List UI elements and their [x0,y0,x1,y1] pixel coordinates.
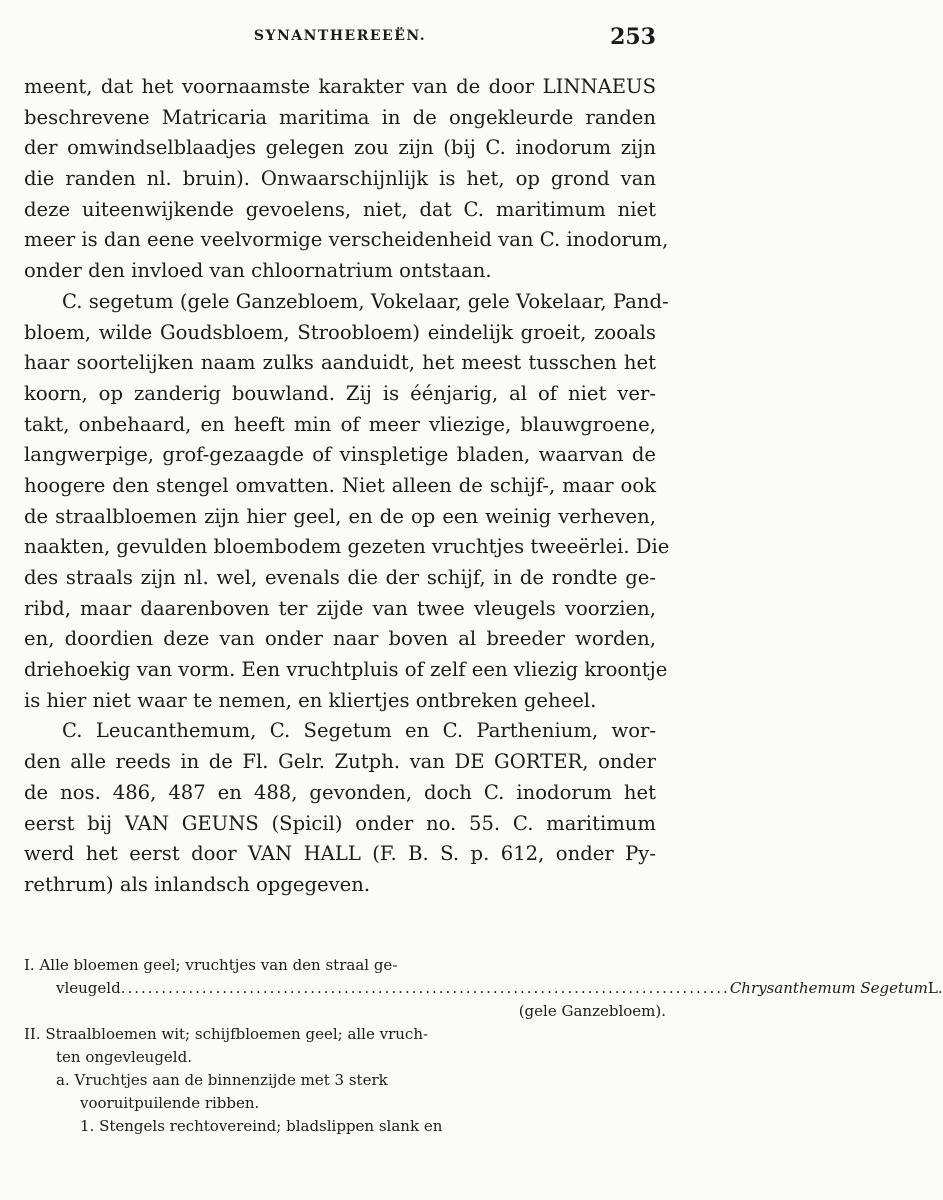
page-number: 253 [610,24,656,50]
body-line: den alle reeds in de Fl. Gelr. Zutph. van DE GORTER, onder [24,750,656,774]
body-line: deze uiteenwijkende gevoelens, niet, dat C. maritimum niet [24,197,656,221]
key-entry-1: 1. Stengels rechtovereind; bladslippen slank en [80,1117,443,1135]
vernacular-name: (gele Ganzebloem). [518,1002,666,1020]
body-line: beschrevene Matricaria maritima in de ongekleurde randen [24,105,656,129]
running-title: SYNANTHEREEËN. [253,28,427,44]
key-entry-i-result [24,977,943,1000]
body-line: takt, onbehaard, en heeft min of meer vliezige, blauwgroene, [24,412,656,436]
body-text [24,72,670,901]
body-line: de nos. 486, 487 en 488, gevonden, doch C. inodorum het [24,780,656,804]
body-line: en, doordien deze van onder naar boven al breeder worden, [24,627,656,651]
body-line: haar soortelijken naam zulks aanduidt, het meest tusschen het [24,351,656,375]
species-name: Chrysanthemum Segetum [729,979,928,997]
body-line: driehoekig van vorm. Een vruchtpluis of zelf een vliezig kroontje [24,658,668,682]
body-line: rethrum) als inlandsch opgegeven. [24,872,371,896]
body-line: des straals zijn nl. wel, evenals die der schijf, in de rondte ge- [24,566,656,589]
key-entry-a: a. Vruchtjes aan de binnenzijde met 3 sterk [56,1071,388,1089]
body-line: C. Leucanthemum, C. Segetum en C. Parthenium, wor- [62,719,656,743]
body-line: langwerpige, grof-gezaagde of vinspletige bladen, waarvan de [24,443,656,467]
body-line: der omwindselblaadjes gelegen zou zijn (bij C. inodorum zijn [24,136,656,160]
body-line: hoogere den stengel omvatten. Niet alleen de schijf-, maar ook [24,473,656,497]
body-line: is hier niet waar te nemen, en kliertjes ontbreken geheel. [24,688,597,712]
body-line: werd het eerst door VAN HALL (F. B. S. p. 612, onder Py- [24,842,656,866]
key-entry-i: I. Alle bloemen geel; vruchtjes van den straal ge- [24,956,398,974]
body-line: koorn, op zanderig bouwland. Zij is éénjarig, al of niet ver- [24,381,656,405]
body-line: ribd, maar daarenboven ter zijde van twee vleugels voorzien, [24,596,656,620]
key-entry-a-cont: vooruitpuilende ribben. [80,1094,260,1112]
body-line: eerst bij VAN GEUNS (Spicil) onder no. 55. C. maritimum [24,811,656,835]
body-line: die randen nl. bruin). Onwaarschijnlijk is het, op grond van [24,167,656,191]
key-entry-ii: II. Straalbloemen wit; schijfbloemen geel; alle vruch- [24,1025,429,1043]
key-entry-ii-cont: ten ongevleugeld. [56,1048,192,1066]
body-line: meent, dat het voornaamste karakter van de door LINNAEUS [24,75,656,98]
body-line: C. segetum (gele Ganzebloem, Vokelaar, gele Vokelaar, Pand- [62,289,669,313]
key-lead-text: vleugeld [56,979,121,997]
species-author: L. [927,979,943,997]
body-line: onder den invloed van chloornatrium ontstaan. [24,259,492,283]
body-line: meer is dan eene veelvormige verscheidenheid van C. inodorum, [24,228,669,252]
body-line: naakten, gevulden bloembodem gezeten vruchtjes tweeërlei. Die [24,535,670,559]
page-header [24,24,656,52]
body-line: bloem, wilde Goudsbloem, Stroobloem) eindelijk groeit, zooals [24,320,656,344]
body-line: de straalbloemen zijn hier geel, en de op een weinig verheven, [24,504,656,528]
identification-key [24,954,943,1138]
dot-leader: .......................................................................................... [120,979,730,997]
